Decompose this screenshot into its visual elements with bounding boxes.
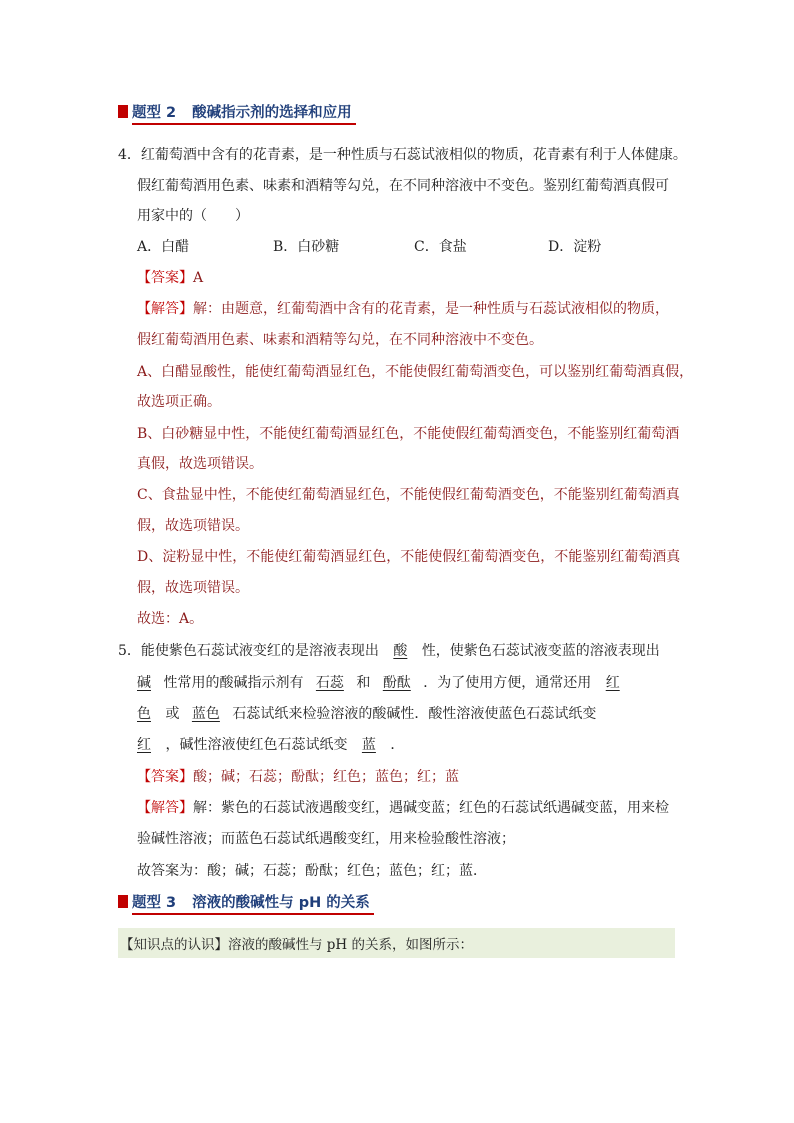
- q5-text: ．: [390, 737, 405, 753]
- q5-blank-4: 酚酞: [382, 675, 411, 691]
- q5-line-4: [137, 735, 404, 755]
- knowledge-text: 溶液的酸碱性与 pH 的关系，如图所示：: [228, 937, 473, 953]
- section-title: 酸碱指示剂的选择和应用: [192, 104, 352, 121]
- q5-blank-2: 碱: [137, 675, 151, 691]
- section-number: 题型 3: [132, 894, 177, 911]
- option-d: D．淀粉: [548, 239, 602, 255]
- q4-answer: [137, 268, 203, 288]
- q4-final: 故选：A。: [137, 611, 204, 627]
- q5-line-3: [137, 704, 596, 724]
- q4-analysis-line-1: [137, 299, 669, 319]
- q5-line-1: [118, 641, 660, 661]
- section-underline: [132, 913, 374, 915]
- q4-options: [137, 237, 657, 257]
- q4-analysis-line-4: 故选项正确。: [137, 394, 221, 410]
- analysis-text: 解：由题意，红葡萄酒中含有的花青素，是一种性质与石蕊试液相似的物质，: [193, 301, 669, 317]
- section-heading-2: [118, 100, 352, 122]
- q5-analysis-line-1: [137, 798, 669, 818]
- q4-analysis-line-7: C、食盐显中性，不能使红葡萄酒显红色，不能使假红葡萄酒变色，不能鉴别红葡萄酒真: [137, 487, 680, 503]
- q5-blank-7: 红: [137, 737, 151, 753]
- q5-answer: [137, 767, 459, 787]
- q5-text: 石蕊试纸来检验溶液的酸碱性．酸性溶液使蓝色石蕊试纸变: [232, 706, 597, 722]
- section-title: 溶液的酸碱性与 pH 的关系: [192, 894, 370, 911]
- q5-text: 5．能使紫色石蕊试液变红的是溶液表现出: [118, 643, 379, 659]
- q5-blank-3: 石蕊: [315, 675, 344, 691]
- q4-analysis-line-9: D、淀粉显中性，不能使红葡萄酒显红色，不能使假红葡萄酒变色，不能鉴别红葡萄酒真: [137, 549, 681, 565]
- q4-analysis-line-2: 假红葡萄酒用色素、味素和酒精等勾兑，在不同种溶液中不变色。: [137, 332, 543, 348]
- section-heading-3: [118, 890, 370, 912]
- analysis-text: 解：紫色的石蕊试液遇酸变红，遇碱变蓝；红色的石蕊试纸遇碱变蓝，用来检: [193, 800, 669, 816]
- answer-tag: 【答案】: [137, 270, 193, 286]
- analysis-tag: 【解答】: [137, 301, 193, 317]
- q4-line-1: 4．红葡萄酒中含有的花青素，是一种性质与石蕊试液相似的物质，花青素有利于人体健康。: [118, 147, 687, 163]
- option-b: B．白砂糖: [273, 239, 340, 255]
- q5-text: 性，使紫色石蕊试液变蓝的溶液表现出: [421, 643, 660, 659]
- section-number: 题型 2: [132, 104, 177, 121]
- q5-blank-5-cont: 色: [137, 706, 151, 722]
- q5-blank-1: 酸: [393, 643, 408, 659]
- q5-text: 性常用的酸碱指示剂有: [163, 675, 304, 691]
- q5-final: 故答案为：酸；碱；石蕊；酚酞；红色；蓝色；红；蓝．: [137, 863, 487, 879]
- q5-text: ．为了使用方便，通常还用: [423, 675, 592, 691]
- knowledge-box: [118, 928, 675, 958]
- answer-tag: 【答案】: [137, 769, 193, 785]
- q4-analysis-line-8: 假，故选项错误。: [137, 518, 249, 534]
- q5-blank-5: 红: [605, 675, 620, 691]
- q4-analysis-line-5: B、白砂糖显中性，不能使红葡萄酒显红色，不能使假红葡萄酒变色，不能鉴别红葡萄酒: [137, 426, 680, 442]
- q4-line-2: 假红葡萄酒用色素、味素和酒精等勾兑，在不同种溶液中不变色。鉴别红葡萄酒真假可: [137, 178, 669, 194]
- q5-blank-8: 蓝: [361, 737, 376, 753]
- q4-analysis-line-10: 假，故选项错误。: [137, 580, 249, 596]
- q5-text: ，碱性溶液使红色石蕊试纸变: [165, 737, 348, 753]
- knowledge-tag: 【知识点的认识】: [120, 937, 228, 953]
- q5-blank-6: 蓝色: [191, 706, 220, 722]
- q5-text: 或: [165, 706, 180, 722]
- q4-line-3: 用家中的（ ）: [137, 208, 249, 224]
- section-marker-icon: [118, 895, 128, 908]
- option-c: C．食盐: [414, 239, 467, 255]
- q5-analysis-line-2: 验碱性溶液；而蓝色石蕊试纸遇酸变红，用来检验酸性溶液；: [137, 831, 515, 847]
- answer-value: A: [193, 270, 204, 286]
- answer-value: 酸；碱；石蕊；酚酞；红色；蓝色；红；蓝: [193, 769, 459, 785]
- q4-analysis-line-6: 真假，故选项错误。: [137, 456, 263, 472]
- q5-text: 和: [356, 675, 371, 691]
- option-a: A．白醋: [137, 239, 190, 255]
- q4-analysis-line-3: A、白醋显酸性，能使红葡萄酒显红色，不能使假红葡萄酒变色，可以鉴别红葡萄酒真假，: [137, 364, 694, 380]
- section-marker-icon: [118, 105, 128, 118]
- section-underline: [132, 123, 356, 125]
- q5-line-2: [137, 673, 620, 693]
- analysis-tag: 【解答】: [137, 800, 193, 816]
